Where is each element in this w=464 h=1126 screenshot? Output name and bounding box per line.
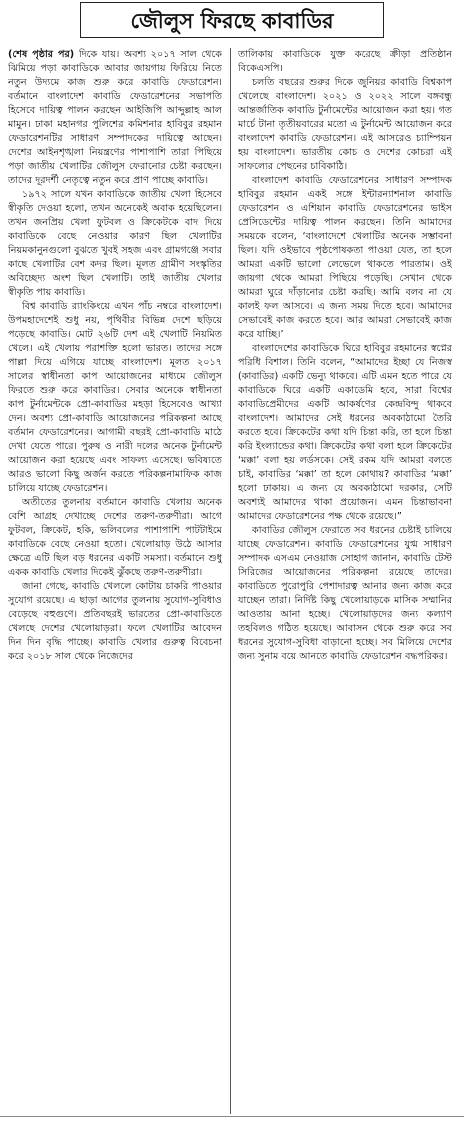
- paragraph: বিশ্ব কাবাডি র‍্যাংকিংয়ে এখন পাঁচ নম্বরে বাংলাদেশ। উপমহাদেশেই শুধু নয়, পৃথিবীর বিভিন্ন দেশে ছড়িয়ে পড়েছে কাবাডি। মোট ২৬টি দেশ এই খেলাটি নিয়মিত খেলে। এই খেলায় পরাশক্তি হলো ভারত। তাদের সঙ্গে পাল্লা দিয়ে এগিয়ে যাচ্ছে বাংলাদেশ। মূলত ২০১৭ সালের স্বাধীনতা কাপ আয়োজনের মাধ্যমে জৌলুস ফিরতে শুরু করে কাবাডির। সেবার অনেকে স্বাধীনতা কাপ টুর্নামেন্টকে প্রো-কাবাডির মহড়া হিসেবেও আখ্যা দেন। অবশ্য প্রো-কাবাডি আয়োজনের পরিকল্পনা আছে বর্তমান ফেডারেশনের। আগামী বছরই প্রো-কাবাডি মাঠে দেখা যেতে পারে। পুরুষ ও নারী দলের অনেক টুর্নামেন্ট আয়োজন করা হয়েছে এবং সাফল্য এসেছে। ভবিষ্যতে আরও ভালো কিছু অর্জন করতে পরিকল্পনামাফিক কাজ চালিয়ে যাচ্ছে ফেডারেশন।: [8, 301, 222, 494]
- paragraph: অতীতের তুলনায় বর্তমানে কাবাডি খেলায় অনেক বেশি আগ্রহ দেখাচ্ছে দেশের তরুণ-তরুণীরা। আগে ফুটবল, ক্রিকেট, হকি, ভলিবলের পাশাপাশি পাটটাইমে কাবাডিকে বেছে নেওয়া হতো। খেলোয়াড় উঠে আসার ক্ষেত্রে এটি ছিল বড় ধরনের একটি সমস্যা। বর্তমানে শুধু একক কাবাডি খেলার দিকেই ঝুঁকছে তরুণ-তরুণীরা।: [8, 497, 222, 578]
- headline: জৌলুস ফিরছে কাবাডির: [130, 7, 334, 33]
- continuation-lead: (শেষ পৃষ্ঠার পর): [8, 49, 75, 60]
- paragraph: বাংলাদেশের কাবাডিকে ঘিরে হাবিবুর রহমানের স্বপ্নের পরিধি বিশাল। তিনি বলেন, “আমাদের ইচ্ছা যে নিজস্ব (কাবাডির) একটি ভেন্যু থাকবে। এটি এমন হতে পারে যে কাবাডিকে ঘিরে একটি একাডেমি হবে, সারা বিশ্বের কাবাডিপ্রেমীদের একটি আকর্ষণের কেন্দ্রবিন্দু থাকবে বাংলাদেশ। আমাদের সেই ধরনের অবকাঠামো তৈরি করতে হবে। ক্রিকেটের কথা যদি চিন্তা করি, তা হলে চিন্তা করি ইংল্যান্ডের কথা। ক্রিকেটের কথা বলা হলে ক্রিকেটের ‘মক্কা’ বলা হয় লর্ডসকে। সেই রকম যদি আমরা বলতে চাই, কাবাডির ‘মক্কা’ তা হলে কোথায়? কাবাডির ‘মক্কা’ হলো ঢাকায়। এ জন্য যে অবকাঠামো দরকার, সেটি অবশ্যই আমাদের থাকা প্রয়োজন। এমন চিন্তাভাবনা আমাদের ফেডারেশনের পক্ষ থেকে রয়েছে।”: [238, 343, 452, 522]
- paragraph: চলতি বছরের শুরুর দিকে জুনিয়র কাবাডি বিশ্বকাপ খেলেছে বাংলাদেশ। ২০২১ ও ২০২২ সালে বঙ্গবন্ধু আন্তর্জাতিক কাবাডি টুর্নামেন্টের আয়োজন করা হয়। গত মার্চে টানা তৃতীয়বারের মতো এ টুর্নামেন্ট আয়োজন করে বাংলাদেশ কাবাডি ফেডারেশন। এই আসরেও চ্যাম্পিয়ন হয় বাংলাদেশ। ভারতীয় কোচ ও দেশের কোচরা এই সাফল্যের পেছনের চাবিকাঠি।: [238, 77, 452, 172]
- article-column-right: [238, 48, 452, 1114]
- paragraph: কাবাডির জৌলুস ফেরাতে সব ধরনের চেষ্টাই চালিয়ে যাচ্ছে ফেডারেশন। কাবাডি ফেডারেশনের যুগ্ম সাধারণ সম্পাদক এসএম নেওয়াজ সোহাগ জানান, কাবাডি টেস্ট সিরিজের আয়োজনের পরিকল্পনা রয়েছে তাদের। কাবাডিতে পুরোপুরি পেশাদারত্ব আনার জন্য কাজ করে যাচ্ছেন তারা। নির্দিষ্ট কিছু খেলোয়াড়কে মাসিক সম্মানির আওতায় আনা হচ্ছে। খেলোয়াড়দের জন্য কল্যাণ তহবিলও গঠিত হয়েছে। আবাসন থেকে শুরু করে সব ধরনের সুযোগ-সুবিধা বাড়ানো হচ্ছে। সব মিলিয়ে দেশের জন্য সুনাম বয়ে আনতে কাবাডি ফেডারেশন বদ্ধপরিকর।: [238, 525, 452, 662]
- paragraph: বাংলাদেশ কাবাডি ফেডারেশনের সাধারণ সম্পাদক হাবিবুর রহমান একই সঙ্গে ইন্টারন্যাশনাল কাবাডি ফেডারেশন ও এশিয়ান কাবাডি ফেডারেশনের ভাইস প্রেসিডেন্টের দায়িত্ব পালন করছেন। তিনি আমাদের সময়কে বলেন, ‘বাংলাদেশে খেলাটির অনেক সম্ভাবনা ছিল। যদি ওইভাবে পৃষ্ঠপোষকতা পাওয়া যেত, তা হলে আমরা একটি ভালো লেভেলে থাকতে পারতাম। ওই জায়গা থেকে আমরা পিছিয়ে পড়েছি। সেখান থেকে আমরা ঘুরে দাঁড়ানোর চেষ্টা করছি। আমি বলব না যে কালই ফল আসবে। এ জন্য সময় দিতে হবে। আমাদের সেভাবেই কাজ করতে হবে। আর আমরা সেভাবেই কাজ করে যাচ্ছি।’: [238, 175, 452, 340]
- headline-box: [80, 2, 384, 38]
- paragraph: ১৯৭২ সালে যখন কাবাডিকে জাতীয় খেলা হিসেবে স্বীকৃতি দেওয়া হলো, তখন অনেকেই অবাক হয়েছিলেন। তখন জনপ্রিয় খেলা ফুটবল ও ক্রিকেটকে বাদ দিয়ে কাবাডিকে বেছে নেওয়ার কারণ ছিল খেলাটির নিয়মকানুনগুলো বুঝতে খুবই সহজ এবং গ্রামগঞ্জে সবার কাছে খেলাটির বেশ কদর ছিল। মূলত গ্রামীণ সংস্কৃতির অবিচ্ছেদ্য অংশ ছিল খেলাটি। তাই জাতীয় খেলার স্বীকৃতি পায় কাবাডি।: [8, 189, 222, 298]
- paragraph: তালিকায় কাবাডিকে যুক্ত করেছে ক্রীড়া প্রতিষ্ঠান বিকেএসপি।: [238, 49, 452, 74]
- article-column-left: [8, 48, 222, 1114]
- column-divider: [230, 48, 231, 1114]
- paragraph: (শেষ পৃষ্ঠার পর) দিকে যায়। অবশ্য ২০১৭ সাল থেকে ঝিমিয়ে পড়া কাবাডিকে আবার জায়গায় ফিরিয়ে নিতে নতুন উদ্যমে কাজ শুরু করে কাবাডি ফেডারেশন। বর্তমানে বাংলাদেশ কাবাডি ফেডারেশনের সভাপতি হিসেবে দায়িত্ব পালন করছেন আইজিপি আব্দুল্লাহ আল মামুন। ঢাকা মহানগর পুলিশের কমিশনার হাবিবুর রহমান ফেডারেশনটির সাধারণ সম্পাদকের দায়িত্বে আছেন। দেশের আইনশৃঙ্খলা নিয়ন্ত্রণের পাশাপাশি তারা পিছিয়ে পড়া জাতীয় খেলাটির জৌলুস ফেরানোর চেষ্টা করছেন। তাদের দূরদর্শী নেতৃত্বে নতুন করে প্রাণ পাচ্ছে কাবাডি।: [8, 49, 222, 186]
- paragraph: জানা গেছে, কাবাডি খেললে কোটায় চাকরি পাওয়ার সুযোগ রয়েছে। এ ছাড়া আগের তুলনায় সুযোগ-সুবিধাও বেড়েছে বহুগুণে। প্রতিবছরই ভারতের প্রো-কাবাডিতে খেলছে দেশের খেলোয়াড়রা। ফলে খেলাটির আবেদন দিন দিন বৃদ্ধি পাচ্ছে। কাবাডি খেলার গুরুত্ব বিবেচনা করে ২০১৮ সাল থেকে নিজেদের: [8, 581, 222, 662]
